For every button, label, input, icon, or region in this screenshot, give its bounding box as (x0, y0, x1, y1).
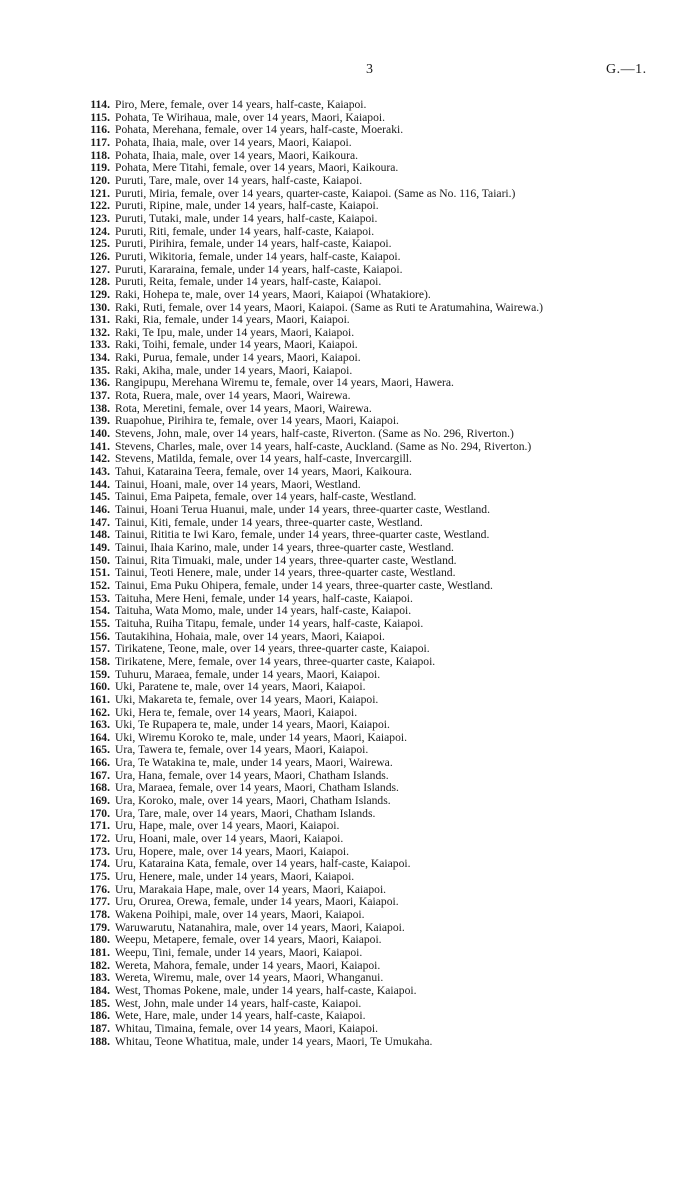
entry-number: 126. (89, 249, 110, 263)
entry-text: Uru, Hape, male, over 14 years, Maori, Kaiapoi. (115, 819, 340, 833)
entry-number: 122. (89, 199, 110, 213)
entry-text: West, John, male under 14 years, half-caste, Kaiapoi. (115, 996, 362, 1010)
entry-number: 130. (89, 300, 110, 314)
entry-text: Tainui, Teoti Henere, male, under 14 years, three-quarter caste, Westland. (115, 566, 456, 580)
entry-text: Wakena Poihipi, male, over 14 years, Maori, Kaiapoi. (115, 908, 365, 921)
entry-text: Whitau, Timaina, female, over 14 years, Maori, Kaiapoi. (115, 1021, 379, 1035)
entry-text: Ura, Te Watakina te, male, under 14 years, Maori, Wairewa. (115, 756, 393, 770)
entry-number: 114. (90, 98, 110, 111)
entry-text: Uru, Hoani, male, over 14 years, Maori, Kaiapoi. (115, 832, 344, 846)
register-list (80, 99, 690, 1048)
entry-number: 140. (89, 427, 110, 441)
entry-text: Raki, Te Ipu, male, under 14 years, Maori, Kaiapoi. (115, 325, 355, 339)
entry-number: 155. (89, 616, 110, 630)
entry-number: 129. (89, 287, 110, 301)
entry-text: Weepu, Metapere, female, over 14 years, Maori, Kaiapoi. (115, 933, 382, 947)
entry-number: 174. (89, 857, 110, 871)
entry-text: Tirikatene, Teone, male, over 14 years, three-quarter caste, Kaiapoi. (115, 642, 430, 656)
entry-number: 177. (89, 895, 110, 909)
entry-number: 178. (89, 908, 110, 921)
entry-number: 125. (89, 237, 110, 251)
entry-text: Tuhuru, Maraea, female, under 14 years, Maori, Kaiapoi. (115, 667, 381, 681)
entry-text: Uru, Marakaia Hape, male, over 14 years, Maori, Kaiapoi. (115, 882, 387, 896)
entry-text: West, Thomas Pokene, male, under 14 years, half-caste, Kaiapoi. (115, 983, 417, 997)
entry-text: Pohata, Te Wirihaua, male, over 14 years, Maori, Kaiapoi. (115, 110, 386, 124)
entry-text: Tahui, Kataraina Teera, female, over 14 years, Maori, Kaikoura. (115, 465, 412, 479)
entry-text: Wete, Hare, male, under 14 years, half-caste, Kaiapoi. (115, 1009, 366, 1023)
entry-text: Ura, Hana, female, over 14 years, Maori, Chatham Islands. (115, 768, 389, 782)
entry-number: 116. (90, 123, 110, 137)
page-number: 3 (366, 62, 374, 77)
entry-text: Pohata, Merehana, female, over 14 years, half-caste, Moeraki. (115, 123, 404, 137)
entry-text: Taituha, Mere Heni, female, under 14 years, half-caste, Kaiapoi. (115, 591, 413, 605)
entry-number: 145. (89, 490, 110, 504)
entry-text: Raki, Ria, female, under 14 years, Maori, Kaiapoi. (115, 313, 350, 327)
entry-number: 182. (89, 958, 110, 972)
entry-number: 120. (89, 173, 110, 187)
entry-number: 188. (89, 1034, 110, 1048)
entry-text: Tainui, Ihaia Karino, male, under 14 years, three-quarter caste, Westland. (115, 540, 454, 554)
entry-number: 161. (89, 692, 110, 706)
entry-number: 143. (89, 465, 110, 479)
entry-number: 124. (89, 224, 110, 238)
entry-number: 165. (89, 743, 110, 757)
entry-number: 187. (89, 1021, 110, 1035)
entry-text: Uru, Hopere, male, over 14 years, Maori, Kaiapoi. (115, 844, 350, 858)
entry-number: 147. (89, 515, 110, 529)
entry-text: Puruti, Pirihira, female, under 14 years, half-caste, Kaiapoi. (115, 237, 392, 251)
entry-text: Puruti, Kararaina, female, under 14 years, half-caste, Kaiapoi. (115, 262, 403, 276)
entry-text: Tainui, Hoani, male, over 14 years, Maori, Westland. (115, 477, 361, 491)
entry-text: Uru, Henere, male, under 14 years, Maori, Kaiapoi. (115, 870, 355, 884)
entry-text: Taituha, Wata Momo, male, under 14 years, half-caste, Kaiapoi. (115, 604, 412, 618)
entry-number: 163. (89, 718, 110, 732)
entry-text: Puruti, Miria, female, over 14 years, quarter-caste, Kaiapoi. (Same as No. 116, Taiari.) (115, 186, 516, 200)
entry-text: Raki, Ruti, female, over 14 years, Maori, Kaiapoi. (Same as Ruti te Aratumahina, Wairewa.) (115, 300, 544, 314)
entry-number: 115. (90, 110, 110, 124)
entry-text: Puruti, Ripine, male, under 14 years, half-caste, Kaiapoi. (115, 199, 379, 213)
entry-number: 169. (89, 794, 110, 808)
entry-number: 151. (89, 566, 110, 580)
entry-number: 172. (89, 832, 110, 846)
entry-number: 154. (89, 604, 110, 618)
entry-number: 127. (89, 262, 110, 276)
entry-number: 168. (89, 781, 110, 795)
entry-text: Weepu, Tini, female, under 14 years, Maori, Kaiapoi. (115, 945, 363, 959)
entry-number: 118. (90, 148, 110, 162)
entry-text: Uki, Te Rupapera te, male, under 14 years, Maori, Kaiapoi. (115, 718, 390, 732)
entry-text: Stevens, Matilda, female, over 14 years, half-caste, Invercargill. (115, 452, 412, 466)
entry-number: 183. (89, 971, 110, 985)
entry-text: Uki, Paratene te, male, over 14 years, Maori, Kaiapoi. (115, 680, 366, 694)
entry-number: 128. (89, 275, 110, 289)
entry-number: 158. (89, 654, 110, 668)
entry-number: 160. (89, 680, 110, 694)
entry-number: 117. (90, 135, 110, 149)
entry-number: 132. (89, 325, 110, 339)
entry-text: Puruti, Wikitoria, female, under 14 years, half-caste, Kaiapoi. (115, 249, 401, 263)
entry-number: 121. (89, 186, 110, 200)
entry-number: 159. (89, 667, 110, 681)
entry-number: 141. (89, 439, 110, 453)
entry-number: 176. (89, 882, 110, 896)
entry-text: Uru, Kataraina Kata, female, over 14 years, half-caste, Kaiapoi. (115, 857, 411, 871)
entry-text: Raki, Akiha, male, under 14 years, Maori, Kaiapoi. (115, 363, 353, 377)
entry-number: 179. (89, 920, 110, 934)
entry-text: Tainui, Hoani Terua Huanui, male, under 14 years, three-quarter caste, Westland. (115, 503, 490, 516)
entry-number: 173. (89, 844, 110, 858)
entry-text: Puruti, Tutaki, male, under 14 years, half-caste, Kaiapoi. (115, 211, 378, 225)
entry-number: 142. (89, 452, 110, 466)
entry-number: 150. (89, 553, 110, 567)
entry-number: 181. (89, 945, 110, 959)
entry-text: Raki, Hohepa te, male, over 14 years, Maori, Kaiapoi (Whatakiore). (115, 287, 431, 301)
entry-text: Ura, Tare, male, over 14 years, Maori, Chatham Islands. (115, 806, 376, 820)
entry-text: Wereta, Wiremu, male, over 14 years, Maori, Whanganui. (115, 971, 384, 985)
entry-text: Raki, Toihi, female, under 14 years, Maori, Kaiapoi. (115, 338, 358, 352)
entry-text: Rota, Meretini, female, over 14 years, Maori, Wairewa. (115, 401, 372, 415)
entry-number: 157. (89, 642, 110, 656)
entry-text: Ura, Tawera te, female, over 14 years, Maori, Kaiapoi. (115, 743, 369, 757)
entry-text: Puruti, Reita, female, under 14 years, half-caste, Kaiapoi. (115, 275, 382, 289)
entry-number: 137. (89, 389, 110, 403)
entry-text: Tautakihina, Hohaia, male, over 14 years, Maori, Kaiapoi. (115, 629, 385, 643)
entry-number: 170. (89, 806, 110, 820)
entry-number: 162. (89, 705, 110, 719)
entry-text: Rangipupu, Merehana Wiremu te, female, over 14 years, Maori, Hawera. (115, 376, 454, 390)
entry-number: 185. (89, 996, 110, 1010)
entry-number: 148. (89, 528, 110, 542)
entry-text: Tainui, Kiti, female, under 14 years, three-quarter caste, Westland. (115, 515, 423, 529)
entry-number: 156. (89, 629, 110, 643)
entry-number: 186. (89, 1009, 110, 1023)
entry-text: Raki, Purua, female, under 14 years, Maori, Kaiapoi. (115, 351, 361, 365)
entry-number: 167. (89, 768, 110, 782)
entry-text: Uki, Wiremu Koroko te, male, under 14 years, Maori, Kaiapoi. (115, 730, 407, 744)
entry-number: 131. (89, 313, 110, 327)
entry-number: 149. (89, 540, 110, 554)
entry-text: Piro, Mere, female, over 14 years, half-caste, Kaiapoi. (115, 98, 367, 111)
entry-number: 134. (89, 351, 110, 365)
entry-number: 153. (89, 591, 110, 605)
entry-text: Puruti, Riti, female, under 14 years, half-caste, Kaiapoi. (115, 224, 375, 238)
entry-text: Stevens, John, male, over 14 years, half-caste, Riverton. (Same as No. 296, Riverton.) (115, 427, 514, 441)
entry-text: Ura, Koroko, male, over 14 years, Maori, Chatham Islands. (115, 794, 391, 808)
entry-number: 180. (89, 933, 110, 947)
entry-text: Uki, Makareta te, female, over 14 years, Maori, Kaiapoi. (115, 692, 379, 706)
entry-text: Waruwarutu, Natanahira, male, over 14 years, Maori, Kaiapoi. (115, 920, 405, 934)
entry-text: Uki, Hera te, female, over 14 years, Maori, Kaiapoi. (115, 705, 358, 719)
entry-text: Tainui, Rititia te Iwi Karo, female, under 14 years, three-quarter caste, Westland. (115, 528, 490, 542)
entry-number: 119. (90, 161, 110, 175)
entry-number: 136. (89, 376, 110, 390)
entry-text: Ura, Maraea, female, over 14 years, Maori, Chatham Islands. (115, 781, 399, 795)
entry-text: Rota, Ruera, male, over 14 years, Maori, Wairewa. (115, 389, 351, 403)
entry-number: 123. (89, 211, 110, 225)
entry-number: 138. (89, 401, 110, 415)
entry-text: Wereta, Mahora, female, under 14 years, Maori, Kaiapoi. (115, 958, 381, 972)
entry-number: 152. (89, 578, 110, 592)
entry-text: Pohata, Ihaia, male, over 14 years, Maori, Kaikoura. (115, 148, 359, 162)
entry-text: Puruti, Tare, male, over 14 years, half-caste, Kaiapoi. (115, 173, 363, 187)
entry-number: 184. (89, 983, 110, 997)
entry-text: Tainui, Ema Puku Ohipera, female, under 14 years, three-quarter caste, Westland. (115, 578, 493, 592)
entry-number: 164. (89, 730, 110, 744)
entry-text: Pohata, Ihaia, male, over 14 years, Maori, Kaiapoi. (115, 135, 352, 149)
entry-text: Tainui, Rita Timuaki, male, under 14 years, three-quarter caste, Westland. (115, 553, 457, 567)
entry-text: Tainui, Ema Paipeta, female, over 14 years, half-caste, Westland. (115, 490, 417, 504)
entry-text: Taituha, Ruiha Titapu, female, under 14 years, half-caste, Kaiapoi. (115, 616, 424, 630)
entry-text: Whitau, Teone Whatitua, male, under 14 years, Maori, Te Umukaha. (115, 1034, 433, 1048)
list-item (80, 1036, 690, 1049)
entry-number: 171. (89, 819, 110, 833)
entry-text: Uru, Orurea, Orewa, female, under 14 years, Maori, Kaiapoi. (115, 895, 399, 909)
entry-text: Ruapohue, Pirihira te, female, over 14 years, Maori, Kaiapoi. (115, 414, 399, 428)
entry-text: Pohata, Mere Titahi, female, over 14 years, Maori, Kaikoura. (115, 161, 399, 175)
entry-number: 135. (89, 363, 110, 377)
entry-number: 175. (89, 870, 110, 884)
document-code: G.—1. (606, 62, 647, 77)
entry-number: 133. (89, 338, 110, 352)
entry-number: 146. (89, 503, 110, 516)
entry-text: Tirikatene, Mere, female, over 14 years, three-quarter caste, Kaiapoi. (115, 654, 436, 668)
entry-number: 166. (89, 756, 110, 770)
entry-number: 139. (89, 414, 110, 428)
entry-text: Stevens, Charles, male, over 14 years, half-caste, Auckland. (Same as No. 294, Riverton.) (115, 439, 532, 453)
entry-number: 144. (89, 477, 110, 491)
